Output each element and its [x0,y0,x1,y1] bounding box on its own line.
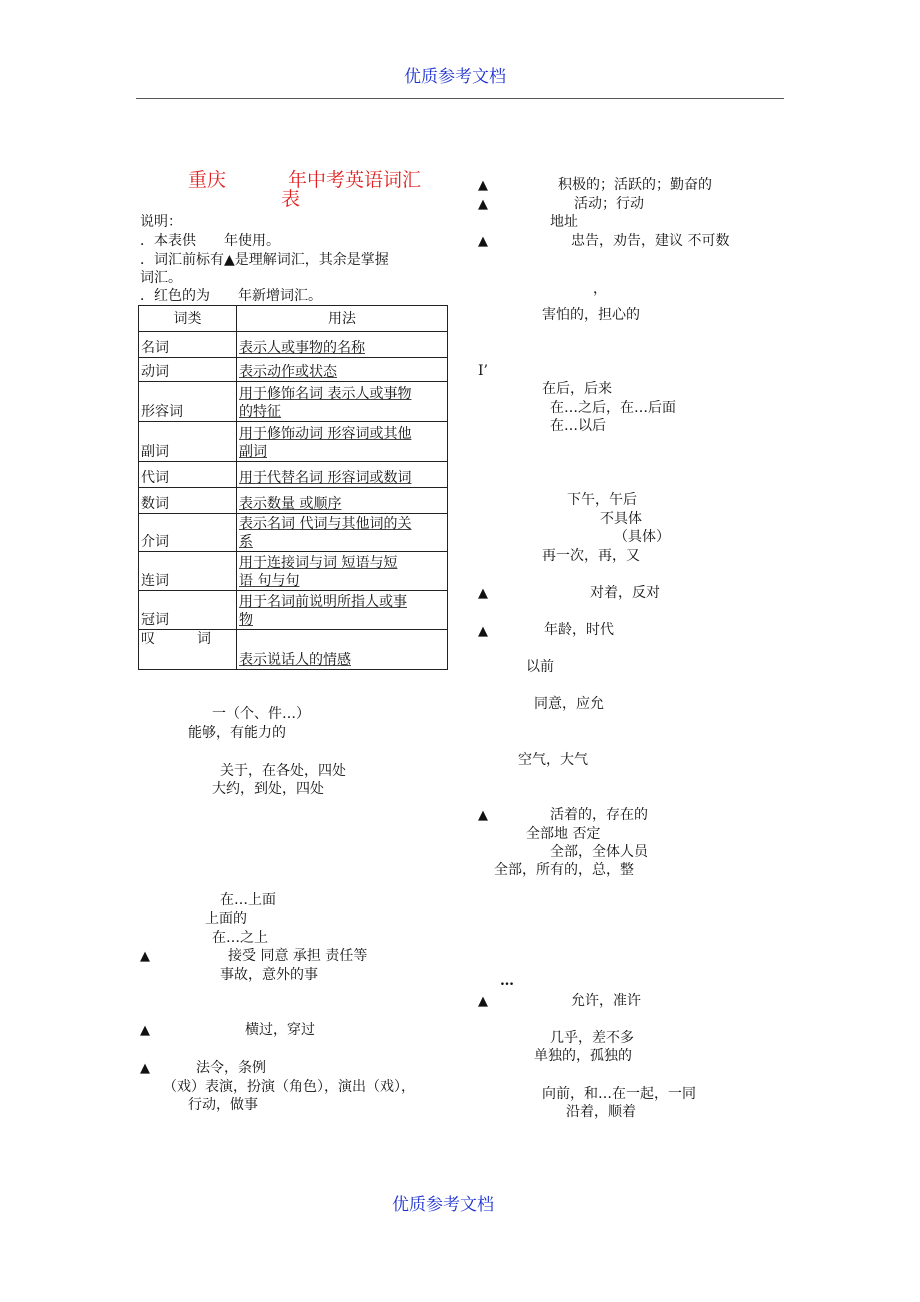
vocab-entry: 全部，所有的，总，整 [494,862,634,878]
vocab-entry: （具体） [614,529,670,545]
vocab-entry: 大约，到处，四处 [212,781,324,797]
vocab-entry: 地址 [550,214,578,230]
pos-cell: 数词 [139,488,237,514]
vocab-entry: 上面的 [205,911,247,927]
vocab-entry: 活动；行动 [574,196,644,212]
comprehension-marker: ▲ [478,624,488,639]
vocab-entry: 对着，反对 [590,585,660,601]
note-line-3: ．红色的为 年新增词汇。 [140,288,322,304]
usage-cell: 表示动作或状态 [237,358,448,382]
vocab-entry: 再一次，再，又 [542,548,640,564]
table-row [139,552,448,591]
vocab-entry: 允许，准许 [571,993,641,1009]
vocab-entry: 关于，在各处，四处 [220,763,346,779]
usage-cell [237,514,448,552]
table-row [139,630,448,670]
table-header-cell: 词类 [139,306,237,332]
vocab-entry: 横过，穿过 [245,1022,315,1038]
vocab-entry: 同意，应允 [534,696,604,712]
vocab-entry: 向前，和…在一起，一同 [542,1086,696,1102]
usage-line: 的特征 [239,404,281,420]
pos-cell: 形容词 [139,382,237,422]
usage-line: 语 句与句 [239,573,300,589]
pos-cell: 叹 词 [139,630,237,670]
vocab-entry: 下午，午后 [567,492,637,508]
usage-cell [237,382,448,422]
vocab-entry: 年龄，时代 [544,622,614,638]
pos-cell: 副词 [139,422,237,462]
usage-line: 物 [239,612,253,628]
notes-label: 说明： [140,214,182,230]
vocab-entry: 沿着，顺着 [566,1104,636,1120]
usage-line: 用于修饰动词 形容词或其他 [239,426,412,442]
vocab-entry: 几乎，差不多 [550,1030,634,1046]
usage-cell: 用于代替名词 形容词或数词 [237,462,448,488]
page-footer: 优质参考文档 [392,1195,494,1215]
pos-cell: 名词 [139,332,237,358]
vocab-entry: 全部，全体人员 [550,844,648,860]
vocab-entry: 接受 同意 承担 责任等 [228,948,368,964]
usage-line: 表示名词 代词与其他词的关 [239,516,412,532]
table-row [139,332,448,358]
vocab-entry: 在…之上 [212,930,268,946]
vocab-entry: 法令，条例 [196,1060,266,1076]
comprehension-marker: ▲ [478,234,488,249]
vocab-entry: 在…以后 [550,418,606,434]
usage-line: 用于连接词与词 短语与短 [239,555,398,571]
table-row [139,422,448,462]
vocab-entry: 行动，做事 [188,1097,258,1113]
parts-of-speech-table [138,305,448,670]
vocab-entry: 活着的，存在的 [550,807,648,823]
title-part1: 重庆 [188,169,227,191]
pos-cell: 冠词 [139,591,237,630]
vocab-entry: 以前 [526,659,554,675]
vocab-entry: 在后，后来 [542,381,612,397]
vocab-entry: 能够，有能力的 [188,725,286,741]
usage-line: 用于修饰名词 表示人或事物 [239,386,412,402]
table-header-cell: 用法 [237,306,448,332]
vocab-entry: 单独的，孤独的 [534,1048,632,1064]
vocab-entry: ， [593,281,607,297]
note-line-2b: 词汇。 [140,270,182,286]
comprehension-marker: ▲ [140,1023,150,1038]
comprehension-marker: ▲ [140,1061,150,1076]
vocab-entry: 积极的；活跃的；勤奋的 [558,177,712,193]
pos-cell: 介词 [139,514,237,552]
vocab-entry: 空气，大气 [518,752,588,768]
table-row [139,514,448,552]
table-row [139,462,448,488]
table-row [139,488,448,514]
usage-cell: 表示人或事物的名称 [237,332,448,358]
vocab-entry: （戏）表演，扮演（角色），演出（戏）， [163,1079,415,1095]
usage-line: 表示说话人的情感 [239,652,351,668]
comprehension-marker: ▲ [478,197,488,212]
table-row [139,382,448,422]
vocab-entry: 害怕的，担心的 [542,307,640,323]
usage-line: 副词 [239,444,267,460]
comprehension-marker: ▲ [478,808,488,823]
table-row [139,591,448,630]
vocab-entry: 事故，意外的事 [220,967,318,983]
vocab-entry: 在…之后，在…后面 [550,400,676,416]
comprehension-marker: ▲ [140,949,150,964]
vocab-entry: 忠告，劝告，建议 不可数 [571,233,730,249]
usage-cell [237,422,448,462]
usage-cell [237,552,448,591]
usage-cell [237,630,448,670]
usage-line: 系 [239,534,253,550]
pos-cell: 动词 [139,358,237,382]
header-rule [136,98,784,99]
pos-cell: 连词 [139,552,237,591]
table-header-row [139,306,448,332]
note-line-1: ．本表供 年使用。 [140,233,280,249]
title-part3: 表 [281,188,301,210]
comprehension-marker: ▲ [478,994,488,1009]
table-row [139,358,448,382]
usage-cell [237,591,448,630]
pos-cell: 代词 [139,462,237,488]
comprehension-marker: ▲ [478,586,488,601]
vocab-entry: I’ [478,363,488,379]
note-line-2a: ．词汇前标有▲是理解词汇，其余是掌握 [140,252,389,268]
usage-cell: 表示数量 或顺序 [237,488,448,514]
vocab-entry: 全部地 否定 [526,826,601,842]
vocab-entry: 在…上面 [220,892,276,908]
vocab-entry: 一（个、件…） [212,706,310,722]
page-header: 优质参考文档 [404,67,506,87]
title-part2: 年中考英语词汇 [288,169,422,191]
usage-line: 用于名词前说明所指人或事 [239,594,407,610]
comprehension-marker: ▲ [478,178,488,193]
vocab-entry: 不具体 [600,511,642,527]
vocab-entry: … [500,973,514,989]
